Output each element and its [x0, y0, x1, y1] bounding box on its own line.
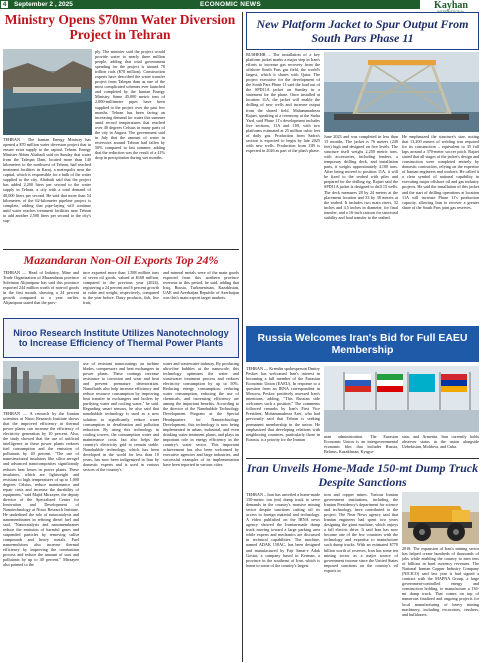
headline-box-niroo: [3, 318, 239, 358]
eaeu-flags-photo: [324, 366, 479, 432]
divider: [3, 249, 239, 250]
kayhan-logo: Kayhan INTERNATIONAL: [420, 0, 482, 14]
a4-col3: He emphasized the structure's size, noting that 13,200 meters of welding was required for its construction – equivalent to 35 full laps around a 370-meter soccer pitch. Rajaei stated that all stages of the jacket's design and construction were completed entirely by domestic contractors, relying on the expertise of Iranian engineers and workers. He called it a clear symbol of national capability in executing major offshore oil and gas industry projects. He said the installation of this jacket and the start of drilling operations at location 11A will increase Phase 11's production capacity, allowing Iran to recover a greater share of the South Pars joint gas reserves.: [402, 134, 479, 210]
a2-col2: ince exported more than 1,588 million tons of seven oil goods, valued at $168 million, compared to the previous year (2024), registering a 24 percent and 6 percent growth in value and weight, respectively, compared to the year before. Dairy products, fish, live fruit,: [83, 270, 159, 306]
section-name: ECONOMIC NEWS: [200, 1, 261, 8]
platform-jacket-photo: [324, 52, 479, 132]
divider: [246, 458, 479, 459]
page-number: 4: [0, 0, 9, 9]
a2-col3: and mineral metals were of the main goods exported from this northern province overseas in this period, he said, adding that Iraq, Russia, Turkmenistan, Kazakhstan, UAE and Azerbaijan Republic of Azerbaijan was this's main export target markets.: [163, 270, 239, 301]
dam-photo: [3, 49, 92, 135]
a4-col1: BUSHEHR – The installation of a key platform jacket marks a major step in Iran's efforts to increase gas recovery from the offshore South Pars gas field, the world's largest, which it shares with Qatar. The project executive for the development of the South Pars Phase 11 said the load out of the SPD11A jacket on Sunday in a statement for the phase. Once installed at location 11A, the jacket will enable the drilling of new wells and increase output from the shared field. Mahammadreza Rajaei, speaking at a ceremony at the Sadra Yard, said Phase 11's development includes five sections, 11A and 11B, with two platforms estimated at 25 million cubic feet of daily gas. Production from Sadra's section is expected to begin by late 2025 with new wells. Production from 11B is expected in 2026 as part of the plan's phase.: [246, 52, 320, 153]
dump-truck-photo: [402, 492, 479, 544]
headline-russia-eaeu: Russia Welcomes Iran's Bid for Full EAEU Membership: [257, 331, 468, 356]
a3-col3: water and wastewater industry. By producing ultra-fine bubbles at the nanoscale, this technology optimizes the water and wastewater treatment process and reduces electricity consumption by up to 50%. Reducing energy consumption, reducing water consumption, reducing the use of chemicals, and increasing efficiency are among the important benefits. According to the director of the Nanobubble Technology Development Program at the Special Headquarters for Nanotechnology Development, this technology is now being implemented in urban, industrial, and even drinking water treatment plants, and plays an important role in energy efficiency in the country's water sector. This important achievement has also been welcomed by executive agencies and large industries, and successful examples of its implementation have been reported in various cities.: [163, 361, 239, 467]
a3-col2: use of resistant nanocoatings on turbine blades, compressors and heat exchangers in power plants. These coatings increase resistance to corrosion and wear and heat and prevent premature deterioration. Nanofluids also help increase efficiency and reduce resource consumption by improving heat transfer in exchangers and boilers by purifying water and cooling water," he said. Regarding smart sensors, he also said that nanobubble technology is used as a new solution to significantly reduce water consumption in desalination and pollution reduction. By using this technology in cooling towers, the consumption water and maintenance costs, but also helps the country's electricity grid to remain stable. Nanobubble technology, which has been developed in the world for less than 10 years, has now been indigenized in Iran by domestic experts and is used in various sectors of the country's: [83, 361, 159, 472]
headline-niroo: Niroo Research Institute Utilizes Nanotechnology to Increase Efficiency of Thermal Power Plants: [13, 327, 229, 348]
a1-col1: TEHRAN - The Iranian Energy Ministry has opened a $70 million water diversion project that to ensure extra supply to the capital, Tehran. Energy Minister Abbas Aliabadi said on Sunday that water from the Taleqan Dam, located more than 140 kilometers to the northwest of Tehran, had reached treatment facilities in Karaj, a metropolis near the capital, which is responsible for a bulk of the water supplied to the city. Aliabadi said that the project has added 2,200 liters per second to the water supply in Tehran, a city with a total demand of 40,000 liters per second. He said that more than 54 kilometers of the 62-kilometer pipeline project is complete, adding that pipe-laying will continue until water reaches treatment facilities near Tehran to add another 2,500 liters per second to the city's sup-: [3, 137, 91, 223]
power-plant-photo: [3, 361, 79, 409]
page-header: [0, 0, 482, 14]
a6-col3: 2018. The expansion of Iran's mining sector has helped create hundreds of thousands of jobs while enabling the country to earn tens of billions in hard currency revenues. The National Iranian Copper Industry Company (NICICO) said last year it had signed a contract with the MAPNA Group, a large government-controlled energy and construction holding, to manufacture a 136-mt dump truck. That comes on top of numerous finalized and ongoing projects for local manufacturing of heavy mining machinery, including excavators, crushers, and bulldozers.: [402, 546, 479, 617]
headline-mazandaran: Mazandaran Non-Oil Exports Top 24%: [23, 253, 219, 267]
a6-col2: iron and copper mines. Various Iranian government institutions, including the Iranian Presidency's department for science and technology, have contributed to the project. The Near News agency said that Iranian engineers had spent two years designing the giant machine, which enjoys a full electric drive. It said Iran has now become one of the few countries with the technology and expertise to manufacture such dump trucks. With an estimated $770 billion worth of reserves, Iran has some ten mining sector as a major source of government income since the United States imposed sanctions on the country's oil exports in: [324, 492, 398, 573]
headline-water-project: Ministry Opens $70mn Water Diversion Project in Tehran: [4, 12, 236, 42]
a6-col1: TEHRAN – Iran has unveiled a home-made 150-metric ton (mt) dump truck to serve demands in the country's massive mining sector despite sanctions cutting off its access to foreign material and technology. A video published on the IRNA news agency showed the Iranian-made dump truck moving toward a large parking area while experts and mechanics are discussed in technical capabilities. The machine, named ADAK 150AC, has been designed and manufactured by Fajr Sanat-e Adak Gostar, a company based in Kerman, a province in the southeast of Iran, which is home to some of the country's largest: [246, 492, 320, 568]
headline-south-pars: New Platform Jacket to Spur Output From South Pars Phase 11: [256, 17, 469, 45]
a2-col1: TEHRAN — Head of Industry, Mine and Trade Organization of Mazandaran province Soleiman Alijanipour has said this province exported 244 million worth of non-oil goods in the first month, showing a 24 percent growth compared to a year earlier. Alijanipour stated that the prov-: [3, 270, 79, 306]
a5-col1: TEHRAN — Kremlin spokesperson Dmitry Peskov has welcomed Iran's interest in becoming a full member of the Eurasian Economic Union (EAEU). In response to a question from an IRNA correspondent in Moscow, Peskov positively assessed Iran's intentions, adding, "This Russian side welcomes such a position." The comments followed remarks by Iran's First Vice President, Mohammadreza Aref, who had previously said that Tehran is seeking permanent membership in the union. He emphasized that developing relations with neighboring countries, particularly those in Eurasia, is a priority for the Iranian: [246, 366, 320, 442]
a3-col1: TEHRAN — A research by the Iranian scientists at Niroo Research Institute shows that the improved efficiency in thermal power plants can increase the efficiency of electricity generation by 10 percent. Also, the study showed that the use of artificial intelligence in these power plants reduces fuel consumption and the emission of pollutants by 40 percent. "The use of nanostructured insulators like silica aerogel and advanced nanocomposites significantly reduces heat losses in power plants. These insulators, which are lightweight and resistant to high temperatures of up to 1,000 degrees Celsius, reduce maintenance and repair costs and increase the durability of equipment," said Majid Mirzayee, the deputy director of the Specialized Center for Innovation and Development of Nanotechnology at Niroo Research Institute. He underlined the role of nanocatalysts and nanomembranes in refining diesel fuel and said, "Nanocatalysts and nanomembranes reduce the emission of harmful gases and suspended particles by removing sulfur compounds and heavy metals. Fuel nanoemulsions also increase thermal efficiency by improving the combustion process and reduce the amount of soot and pollutants by up to 40 percent." Mirzayee also pointed to the: [3, 411, 79, 568]
headline-box-eaeu: [246, 326, 479, 362]
a5-col2: nian administration. The Eurasian Economic Union is an intergovernmental economic bloc that includes Russia, Belarus, Kazakhstan, Kyrgyz-: [324, 434, 398, 455]
column-divider: [242, 12, 243, 662]
a1-col2: ply. The minister said the project would provide water to nearly three million people, adding that total government spending for the project is around 70 trillion rials ($70 million). Construction experts have described the water transfer project from Taleqan dam as one of the most complicated schemes ever launched and completed by the Iranian Energy Ministry. Some 45,000 metric tons of 2,000-millimeter pipes have been supplied to the project over the past few months. Tehran has been facing an increasing demand for water this summer amid record temperatures that reached over 40 degrees Celsius in many parts of the city in August. The government said in July that the amount of water in reservoirs around Tehran had fallen by 50% compared to last summer, adding that the reduction was the result of a 41% drop in precipitation during wet months.: [95, 49, 165, 160]
issue-date: September 2 , 2025: [14, 1, 73, 8]
a4-col2: June 2023 and was completed in less than 15 months. The jacket is 76 meters (249 feet) high and designed on five levels. The structure itself weighs 2,250 metric tons, with accessories, including fenders, a temporary drilling deck, and installation parts, it weighs approximately 4,100 tons. After being moved to position 11A, it will be fixed to the seabed with piles and prepared for the drilling rig. Rajaei said the SPD11A jacket is designed to drill 15 wells. The deck measures 28 by 24 meters at the placement location and 33 by 38 meters at the seabed. It includes two main risers, 32 inches and 4.5 inches in diameter, for final transfer, and a 16-inch caisson for structural stability and load transfer to the seabed.: [324, 134, 398, 220]
headline-box-south-pars: [246, 12, 479, 50]
headline-dump-truck: Iran Unveils Home-Made 150-mt Dump Truck Despite Sanctions: [246, 461, 479, 489]
a5-col3: stan, and Armenia. Iran currently holds observer status in the union alongside Uzbekistan, Moldova, and Cuba.: [402, 434, 479, 450]
